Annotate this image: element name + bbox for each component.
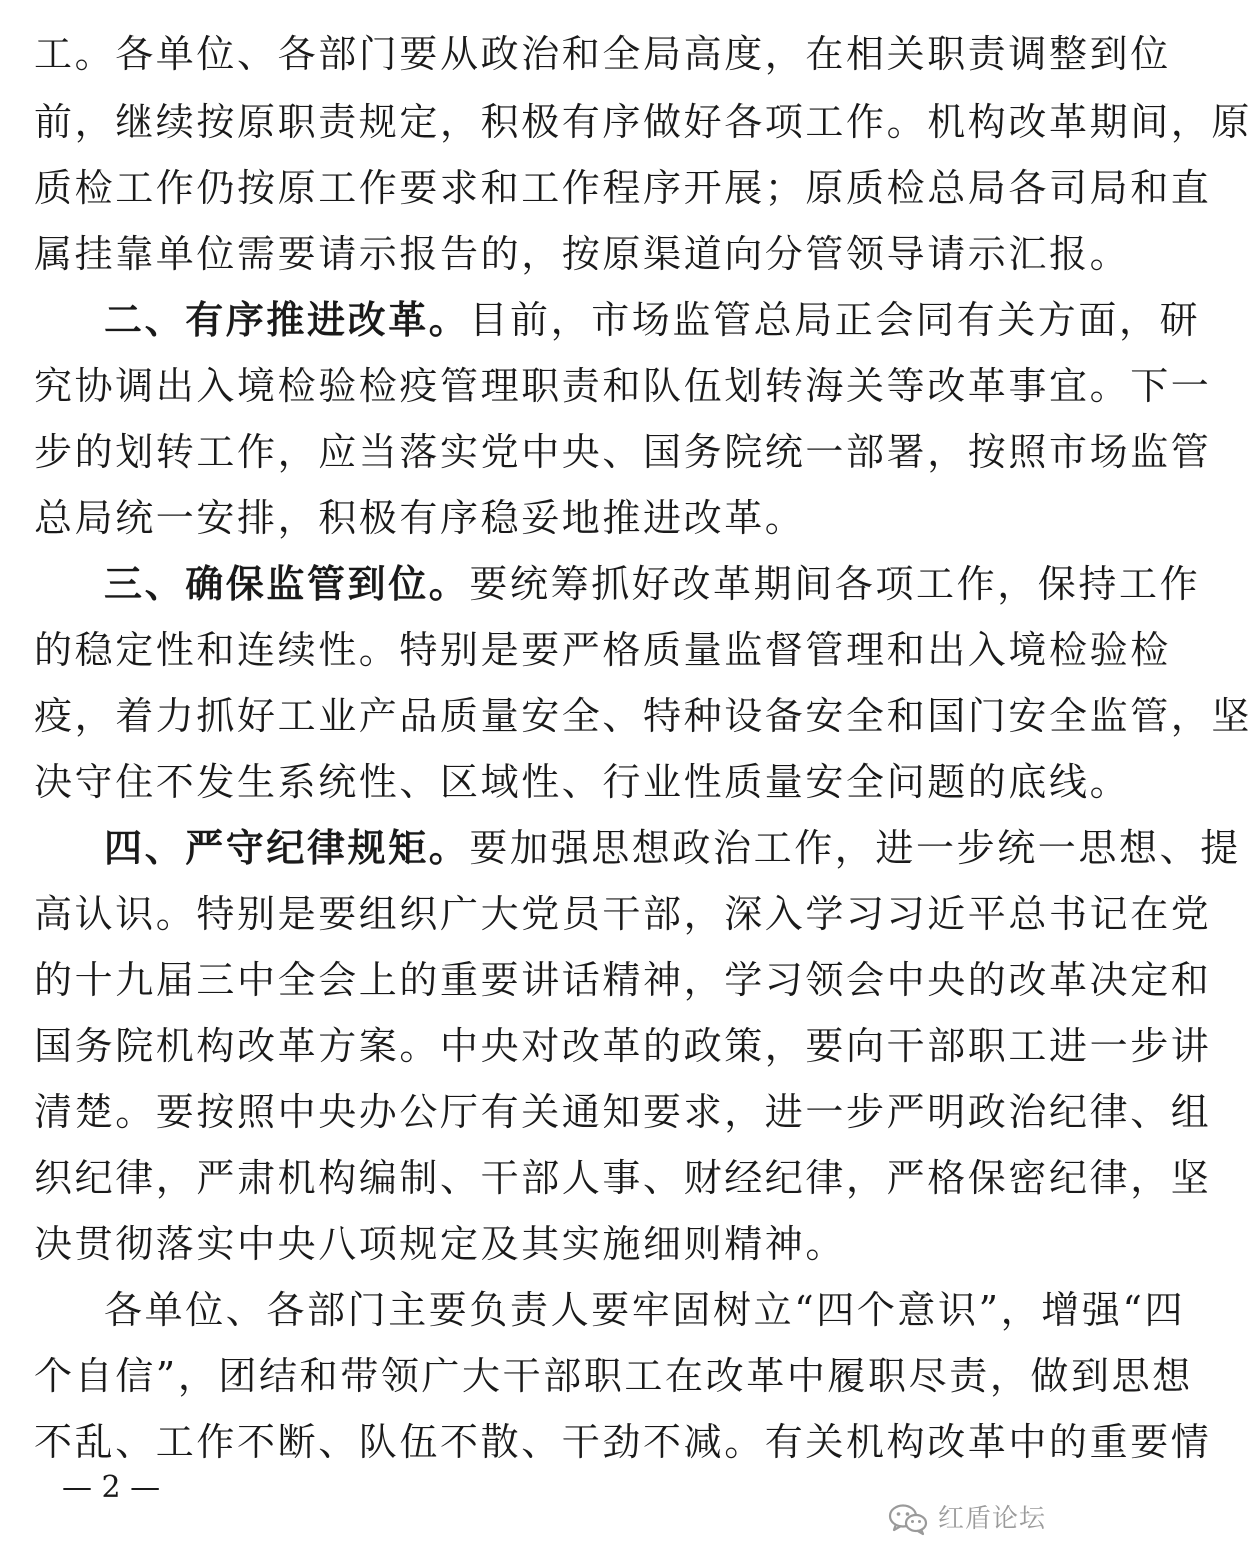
watermark (888, 1497, 1046, 1541)
paragraph-line: 究协调出入境检验检疫管理职责和队伍划转海关等改革事宜。下一 (34, 364, 1212, 408)
paragraph-line: 各单位、各部门主要负责人要牢固树立“四个意识”，增强“四 (104, 1288, 1186, 1332)
paragraph-line: 清楚。要按照中央办公厅有关通知要求，进一步严明政治纪律、组 (34, 1090, 1212, 1134)
section-heading: 四、严守纪律规矩。 (104, 826, 470, 870)
paragraph-line: 的稳定性和连续性。特别是要严格质量监督管理和出入境检验检 (34, 628, 1171, 672)
paragraph-line: 的十九届三中全会上的重要讲话精神，学习领会中央的改革决定和 (34, 958, 1212, 1002)
section-4-line (104, 815, 1241, 881)
section-text: 目前，市场监管总局正会同有关方面，研 (469, 298, 1201, 342)
paragraph-line: 决贯彻落实中央八项规定及其实施细则精神。 (34, 1222, 847, 1266)
paragraph-line: 工。各单位、各部门要从政治和全局高度，在相关职责调整到位 (34, 32, 1171, 76)
section-2-line (104, 287, 1201, 353)
paragraph-line: 个自信”，团结和带领广大干部职工在改革中履职尽责，做到思想 (34, 1354, 1193, 1398)
paragraph-line: 前，继续按原职责规定，积极有序做好各项工作。机构改革期间，原 (34, 100, 1252, 144)
section-3-line (104, 551, 1201, 617)
paragraph-line: 疫，着力抓好工业产品质量安全、特种设备安全和国门安全监管，坚 (34, 694, 1252, 738)
watermark-text: 红盾论坛 (938, 1504, 1047, 1534)
section-heading: 二、有序推进改革。 (104, 298, 470, 342)
paragraph-line: 决守住不发生系统性、区域性、行业性质量安全问题的底线。 (34, 760, 1131, 804)
paragraph-line: 步的划转工作，应当落实党中央、国务院统一部署，按照市场监管 (34, 430, 1212, 474)
section-text: 要加强思想政治工作，进一步统一思想、提 (469, 826, 1241, 870)
section-heading: 三、确保监管到位。 (104, 562, 470, 606)
paragraph-line: 总局统一安排，积极有序稳妥地推进改革。 (34, 496, 806, 540)
wechat-icon (888, 1503, 928, 1535)
paragraph-line: 高认识。特别是要组织广大党员干部，深入学习习近平总书记在党 (34, 892, 1212, 936)
paragraph-line: 织纪律，严肃机构编制、干部人事、财经纪律，严格保密纪律，坚 (34, 1156, 1212, 1200)
paragraph-line: 不乱、工作不断、队伍不散、干劲不减。有关机构改革中的重要情 (34, 1420, 1212, 1464)
paragraph-line: 国务院机构改革方案。中央对改革的政策，要向干部职工进一步讲 (34, 1024, 1212, 1068)
page-number: — 2 — (62, 1470, 161, 1505)
section-text: 要统筹抓好改革期间各项工作，保持工作 (469, 562, 1201, 606)
paragraph-line: 属挂靠单位需要请示报告的，按原渠道向分管领导请示汇报。 (34, 232, 1131, 276)
paragraph-line: 质检工作仍按原工作要求和工作程序开展；原质检总局各司局和直 (34, 166, 1212, 210)
